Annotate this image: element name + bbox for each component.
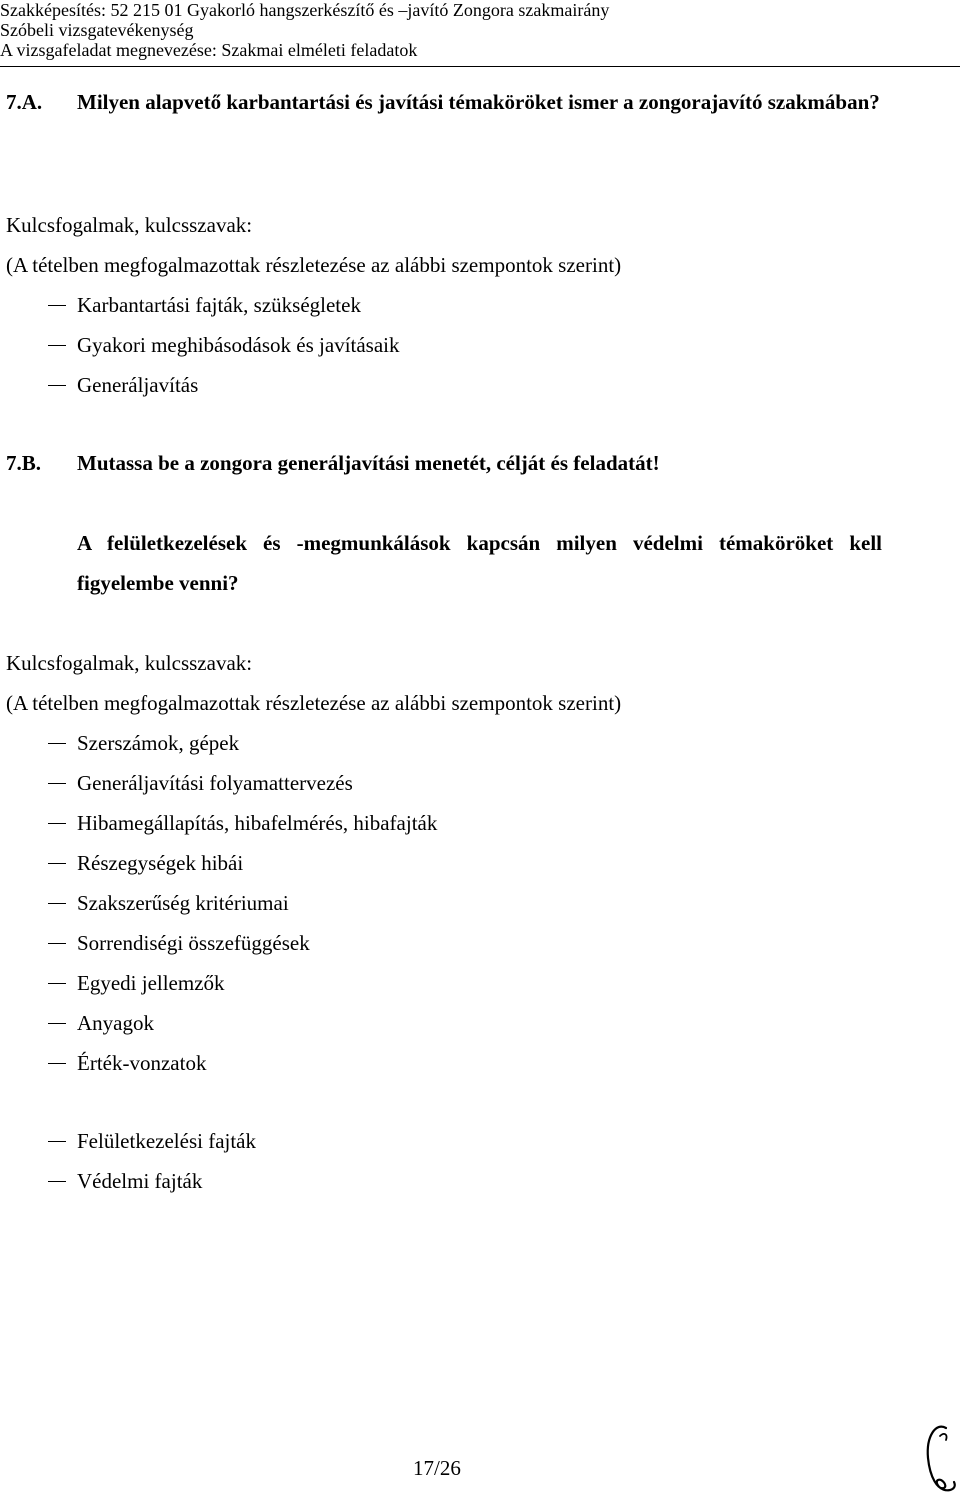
dash-bullet — [48, 1141, 66, 1142]
header-task-name: A vizsgafeladat megnevezése: Szakmai elméleti feladatok — [0, 40, 418, 60]
question-7a-number: 7.A. — [6, 90, 43, 114]
dash-bullet — [48, 305, 66, 306]
dash-bullet — [48, 783, 66, 784]
dash-bullet — [48, 903, 66, 904]
question-7a-text: Milyen alapvető karbantartási és javítási témaköröket ismer a zongorajavító szakmában? — [77, 90, 880, 114]
dash-bullet — [48, 345, 66, 346]
page-header — [0, 0, 960, 60]
dash-bullet — [48, 943, 66, 944]
dash-bullet — [48, 863, 66, 864]
header-exam-type: Szóbeli vizsgatevékenység — [0, 20, 194, 40]
keywords-title-a: Kulcsfogalmak, kulcsszavak: — [6, 213, 253, 237]
keywords-title-b: Kulcsfogalmak, kulcsszavak: — [6, 651, 253, 675]
dash-bullet — [48, 743, 66, 744]
question-7b-part2 — [6, 523, 906, 603]
dash-bullet — [48, 983, 66, 984]
keywords-intro-b: (A tételben megfogalmazottak részletezése az alábbi szempontok szerint) — [6, 691, 622, 715]
dash-bullet — [48, 1063, 66, 1064]
dash-bullet — [48, 1023, 66, 1024]
question-7b — [6, 443, 906, 483]
header-qualification: Szakképesítés: 52 215 01 Gyakorló hangszerkészítő és –javító Zongora szakmairány — [0, 0, 610, 20]
keywords-intro-a: (A tételben megfogalmazottak részletezése az alábbi szempontok szerint) — [6, 253, 622, 277]
question-7a — [6, 82, 906, 162]
page-number: 17/26 — [413, 1456, 461, 1480]
question-7b-text-2: A felületkezelések és -megmunkálások kapcsán milyen védelmi témaköröket kell figyelembe venni? — [77, 531, 882, 595]
signature-mark — [918, 1418, 958, 1498]
header-divider — [0, 66, 960, 67]
dash-bullet — [48, 385, 66, 386]
dash-bullet — [48, 1181, 66, 1182]
question-7b-text-1: Mutassa be a zongora generáljavítási menetét, célját és feladatát! — [77, 451, 660, 475]
question-7b-number: 7.B. — [6, 451, 42, 475]
dash-bullet — [48, 823, 66, 824]
